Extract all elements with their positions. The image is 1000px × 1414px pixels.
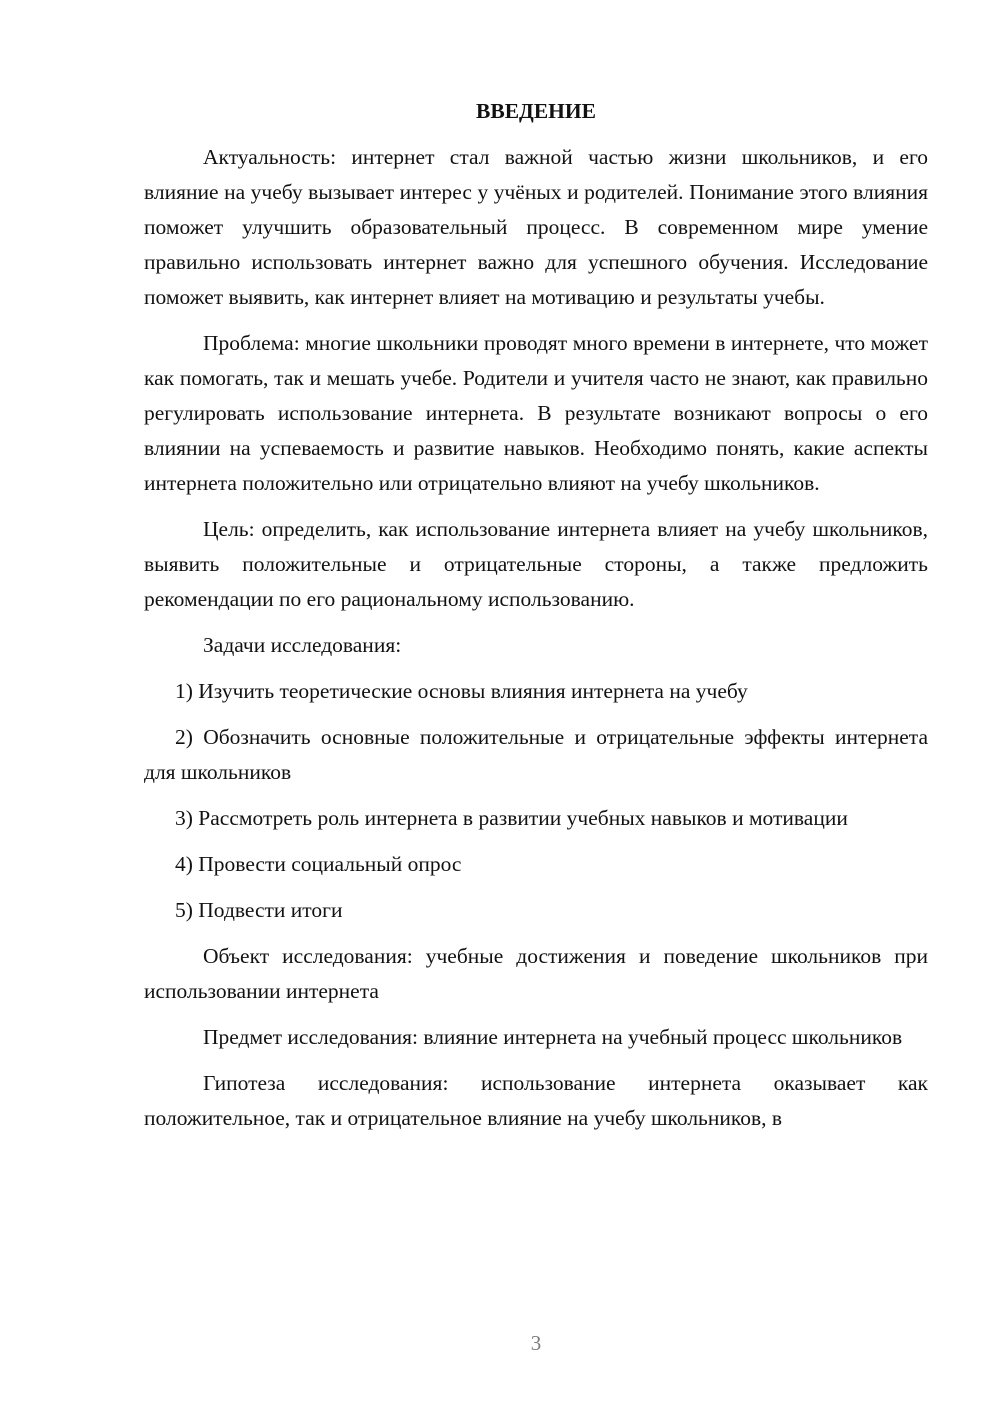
problem-paragraph: Проблема: многие школьники проводят много времени в интернете, что может как помогать, так и мешать учебе. Родители и учителя часто не знают, как правильно регулировать использование интернета. В результате возникают вопросы о его влиянии на успеваемость и развитие навыков. Необходимо понять, какие аспекты интернета положительно или отрицательно влияют на учебу школьников. — [144, 331, 928, 495]
hypothesis-container — [144, 1066, 928, 1136]
task-item-5: 5) Подвести итоги — [175, 898, 343, 922]
task-item-4: 4) Провести социальный опрос — [175, 852, 462, 876]
object-paragraph: Объект исследования: учебные достижения и поведение школьников при использовании интернета — [144, 944, 928, 1003]
task-item-2: 2) Обозначить основные положительные и отрицательные эффекты интернета для школьников — [144, 725, 928, 784]
section-title: ВВЕДЕНИЕ — [476, 99, 596, 123]
tasks-heading: Задачи исследования: — [203, 633, 402, 657]
subject-paragraph: Предмет исследования: влияние интернета на учебный процесс школьников — [203, 1025, 903, 1049]
document-page — [144, 94, 928, 1136]
task-item-3: 3) Рассмотреть роль интернета в развитии учебных навыков и мотивации — [175, 806, 848, 830]
goal-paragraph: Цель: определить, как использование интернета влияет на учебу школьников, выявить положительные и отрицательные стороны, а также предложить рекомендации по его рациональному использованию. — [144, 517, 928, 611]
relevance-paragraph: Актуальность: интернет стал важной частью жизни школьников, и его влияние на учебу вызывает интерес у учёных и родителей. Понимание этого влияния поможет улучшить образовательный процесс. В современном мире умение правильно использовать интернет важно для успешного обучения. Исследование поможет выявить, как интернет влияет на мотивацию и результаты учебы. — [144, 145, 928, 309]
task-item-1: 1) Изучить теоретические основы влияния интернета на учебу — [175, 679, 748, 703]
hypothesis-paragraph: Гипотеза исследования: использование интернета оказывает как положительное, так и отрицательное влияние на учебу школьников, в — [144, 1071, 928, 1130]
page-number: 3 — [530, 1331, 542, 1355]
